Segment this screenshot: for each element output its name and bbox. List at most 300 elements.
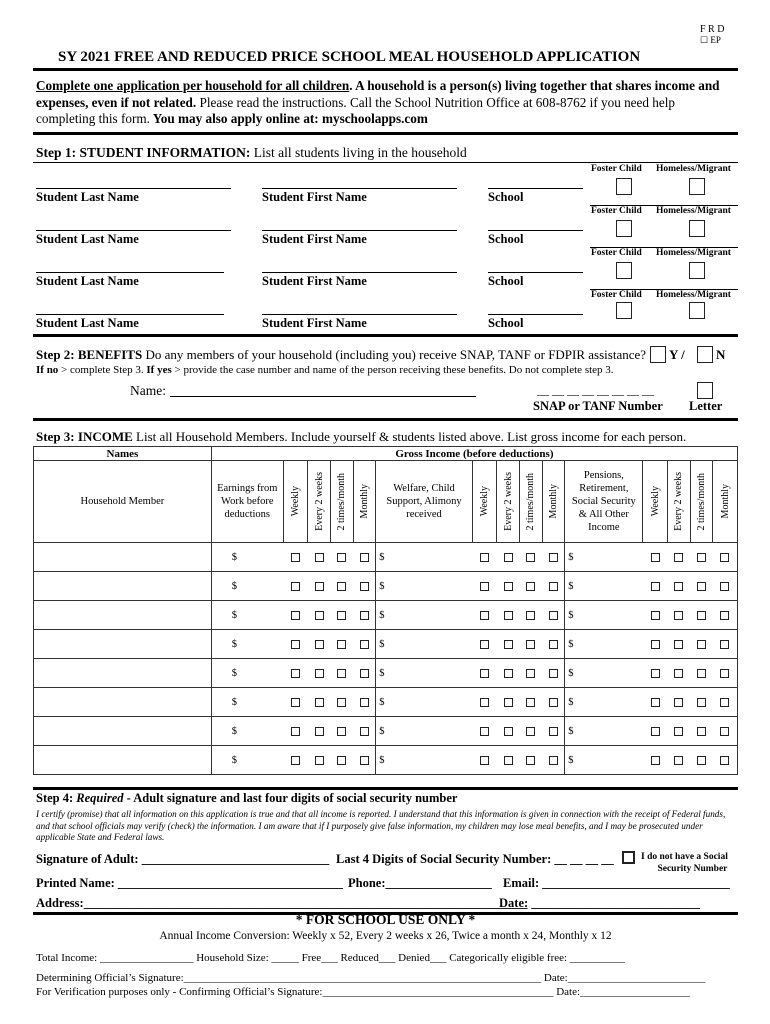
frequency-checkbox[interactable] — [697, 698, 706, 707]
earnings-freq-cell — [308, 572, 331, 601]
student-last-label: Student Last Name — [36, 190, 139, 204]
frequency-checkbox[interactable] — [651, 640, 660, 649]
pensions-freq-cell — [668, 543, 691, 572]
pensions-freq-cell — [713, 601, 738, 630]
pensions-freq-cell — [668, 659, 691, 688]
foster-label: Foster Child — [591, 248, 642, 258]
pensions-freq-cell — [690, 688, 713, 717]
frequency-checkbox[interactable] — [697, 727, 706, 736]
earnings-freq-cell — [353, 717, 376, 746]
step1-title: Step 1: STUDENT INFORMATION: — [36, 145, 251, 160]
student-last-field[interactable] — [36, 314, 224, 315]
frequency-checkbox[interactable] — [480, 553, 489, 562]
frequency-checkbox[interactable] — [674, 611, 683, 620]
welfare-freq-cell — [497, 601, 520, 630]
frequency-checkbox[interactable] — [651, 669, 660, 678]
school-label: School — [488, 232, 524, 246]
welfare-amount-cell[interactable]: $ — [376, 543, 473, 572]
income-row — [34, 572, 738, 601]
welfare-freq-cell — [497, 543, 520, 572]
welfare-amount-cell[interactable]: $ — [376, 659, 473, 688]
frequency-checkbox[interactable] — [720, 698, 729, 707]
frequency-checkbox[interactable] — [504, 611, 513, 620]
frequency-checkbox[interactable] — [291, 582, 300, 591]
household-member-cell[interactable] — [34, 688, 212, 717]
household-member-cell[interactable] — [34, 746, 212, 775]
income-row — [34, 717, 738, 746]
welfare-amount-cell[interactable]: $ — [376, 630, 473, 659]
earnings-freq-cell — [353, 746, 376, 775]
homeless-checkbox[interactable] — [689, 220, 705, 237]
welfare-amount-cell[interactable]: $ — [376, 688, 473, 717]
earnings-freq-cell — [308, 746, 331, 775]
earnings-freq-cell — [283, 630, 308, 659]
frequency-checkbox[interactable] — [697, 640, 706, 649]
income-row — [34, 601, 738, 630]
frequency-checkbox[interactable] — [504, 698, 513, 707]
frequency-checkbox[interactable] — [651, 698, 660, 707]
pensions-freq-cell — [643, 601, 668, 630]
intro-emphasis: Complete one application per household for all children — [36, 78, 350, 93]
frequency-checkbox[interactable] — [526, 611, 535, 620]
letter-checkbox[interactable] — [697, 382, 713, 399]
frequency-checkbox[interactable] — [651, 611, 660, 620]
earnings-freq-cell — [331, 746, 354, 775]
student-last-label: Student Last Name — [36, 274, 139, 288]
pensions-amount-cell[interactable]: $ — [565, 717, 643, 746]
pensions-freq-cell — [713, 630, 738, 659]
frequency-checkbox[interactable] — [315, 669, 324, 678]
frequency-checkbox[interactable] — [480, 698, 489, 707]
welfare-amount-cell[interactable]: $ — [376, 601, 473, 630]
pensions-amount-cell[interactable]: $ — [565, 659, 643, 688]
pensions-amount-cell[interactable]: $ — [565, 601, 643, 630]
frequency-checkbox[interactable] — [291, 553, 300, 562]
step1-bottom-rule — [33, 334, 738, 337]
frequency-checkbox[interactable] — [337, 582, 346, 591]
frequency-checkbox[interactable] — [720, 756, 729, 765]
frequency-checkbox[interactable] — [549, 669, 558, 678]
household-member-cell[interactable] — [34, 659, 212, 688]
title-rule — [33, 68, 738, 71]
school-field[interactable] — [488, 230, 583, 231]
frequency-checkbox[interactable] — [291, 611, 300, 620]
welfare-freq-cell — [520, 543, 543, 572]
earnings-amount-cell[interactable]: $ — [211, 659, 283, 688]
freq-every-2-weeks: Every 2 weeks — [502, 472, 514, 531]
no-ssn-label — [641, 851, 728, 875]
frequency-checkbox[interactable] — [337, 553, 346, 562]
frequency-checkbox[interactable] — [526, 582, 535, 591]
freq-weekly: Weekly — [290, 486, 302, 517]
welfare-amount-cell[interactable]: $ — [376, 717, 473, 746]
welfare-header: Welfare, Child Support, Alimony received — [376, 461, 473, 543]
income-row — [34, 543, 738, 572]
foster-checkbox[interactable] — [616, 262, 632, 279]
frequency-checkbox[interactable] — [337, 611, 346, 620]
phone-field[interactable]: Phone:_________________ — [348, 876, 492, 890]
household-member-cell[interactable] — [34, 630, 212, 659]
welfare-freq-cell — [497, 659, 520, 688]
welfare-freq-cell — [542, 746, 565, 775]
frequency-checkbox[interactable] — [697, 582, 706, 591]
pensions-amount-cell[interactable]: $ — [565, 572, 643, 601]
frequency-checkbox[interactable] — [674, 756, 683, 765]
frequency-checkbox[interactable] — [720, 669, 729, 678]
step4-title: Step 4: — [36, 791, 77, 805]
earnings-freq-cell — [331, 717, 354, 746]
earnings-freq-cell — [283, 717, 308, 746]
income-table — [33, 446, 738, 775]
household-member-cell[interactable] — [34, 572, 212, 601]
welfare-freq-cell — [497, 572, 520, 601]
pensions-freq-cell — [643, 659, 668, 688]
pensions-freq-cell — [668, 630, 691, 659]
income-header-row-2 — [34, 461, 738, 543]
welfare-freq-cell — [520, 717, 543, 746]
frequency-checkbox[interactable] — [360, 756, 369, 765]
student-first-label: Student First Name — [262, 316, 367, 330]
pensions-freq-cell — [668, 601, 691, 630]
intro-rule — [33, 132, 738, 135]
intro-text — [36, 78, 736, 128]
frequency-checkbox[interactable] — [720, 640, 729, 649]
benefits-name-label: Name: — [130, 383, 166, 398]
earnings-freq-cell — [353, 543, 376, 572]
earnings-freq-cell — [308, 659, 331, 688]
student-first-label: Student First Name — [262, 274, 367, 288]
frequency-checkbox[interactable] — [697, 756, 706, 765]
pensions-amount-cell[interactable]: $ — [565, 688, 643, 717]
freq-monthly: Monthly — [358, 484, 370, 519]
earnings-freq-cell — [283, 543, 308, 572]
foster-checkbox[interactable] — [616, 220, 632, 237]
earnings-freq-cell — [331, 572, 354, 601]
frequency-checkbox[interactable] — [674, 553, 683, 562]
frequency-checkbox[interactable] — [504, 640, 513, 649]
frequency-checkbox[interactable] — [315, 582, 324, 591]
frequency-checkbox[interactable] — [697, 553, 706, 562]
office-code-line1: F R D — [700, 24, 725, 35]
freq-every-2-weeks: Every 2 weeks — [313, 472, 325, 531]
frequency-checkbox[interactable] — [549, 640, 558, 649]
earnings-freq-cell — [283, 746, 308, 775]
frequency-checkbox[interactable] — [526, 640, 535, 649]
earnings-freq-cell — [353, 688, 376, 717]
pensions-freq-cell — [690, 659, 713, 688]
earnings-amount-cell[interactable]: $ — [211, 746, 283, 775]
welfare-freq-cell — [542, 630, 565, 659]
if-yes-text: > provide the case number and name of the person receiving these benefits. Do not complete step 3. — [171, 364, 614, 376]
frequency-checkbox[interactable] — [697, 611, 706, 620]
welfare-freq-cell — [542, 688, 565, 717]
frequency-checkbox[interactable] — [291, 669, 300, 678]
frequency-checkbox[interactable] — [526, 553, 535, 562]
student-last-field[interactable] — [36, 230, 231, 231]
frequency-checkbox[interactable] — [315, 698, 324, 707]
frequency-checkbox[interactable] — [720, 582, 729, 591]
if-no-label: If no — [36, 364, 59, 376]
frequency-checkbox[interactable] — [337, 756, 346, 765]
welfare-amount-cell[interactable]: $ — [376, 572, 473, 601]
pensions-freq-cell — [713, 717, 738, 746]
foster-checkbox[interactable] — [616, 178, 632, 195]
frequency-checkbox[interactable] — [674, 582, 683, 591]
address-field[interactable]: Address:_______________________________________________________________________ — [36, 896, 528, 910]
welfare-freq-cell — [472, 659, 497, 688]
student-first-label: Student First Name — [262, 232, 367, 246]
foster-label: Foster Child — [591, 290, 642, 300]
freq-weekly: Weekly — [649, 486, 661, 517]
earnings-freq-cell — [331, 543, 354, 572]
pensions-freq-cell — [690, 746, 713, 775]
frequency-checkbox[interactable] — [337, 640, 346, 649]
frequency-checkbox[interactable] — [291, 727, 300, 736]
frequency-checkbox[interactable] — [291, 698, 300, 707]
frequency-checkbox[interactable] — [480, 611, 489, 620]
pensions-freq-cell — [643, 746, 668, 775]
welfare-freq-cell — [497, 630, 520, 659]
earnings-freq-cell — [283, 659, 308, 688]
homeless-label: Homeless/Migrant — [656, 290, 731, 300]
welfare-freq-cell — [542, 601, 565, 630]
frequency-checkbox[interactable] — [674, 640, 683, 649]
pensions-freq-cell — [713, 543, 738, 572]
office-code-line2: ☐ EP — [700, 35, 721, 45]
household-member-cell[interactable] — [34, 601, 212, 630]
frequency-checkbox[interactable] — [549, 756, 558, 765]
ssn-field[interactable]: Last 4 Digits of Social Security Number: __ __ __ __ — [336, 852, 614, 866]
frequency-checkbox[interactable] — [651, 582, 660, 591]
student-first-field[interactable] — [262, 188, 457, 189]
date-field[interactable]: Date: ___________________________ — [499, 896, 701, 910]
homeless-checkbox[interactable] — [689, 178, 705, 195]
earnings-freq-cell — [331, 601, 354, 630]
frequency-checkbox[interactable] — [549, 553, 558, 562]
freq-monthly: Monthly — [719, 484, 731, 519]
income-row — [34, 630, 738, 659]
frequency-checkbox[interactable] — [360, 698, 369, 707]
frequency-checkbox[interactable] — [526, 756, 535, 765]
step2-heading — [36, 347, 646, 363]
step3-title: Step 3: INCOME — [36, 429, 133, 444]
school-label: School — [488, 190, 524, 204]
if-no-text: > complete Step 3. — [58, 364, 147, 376]
earnings-amount-cell[interactable]: $ — [211, 543, 283, 572]
frequency-checkbox[interactable] — [360, 582, 369, 591]
step4-required: Required — [76, 791, 124, 805]
household-member-cell[interactable] — [34, 717, 212, 746]
pensions-amount-cell[interactable]: $ — [565, 543, 643, 572]
earnings-amount-cell[interactable]: $ — [211, 601, 283, 630]
welfare-freq-cell — [472, 746, 497, 775]
freq-every-2-weeks: Every 2 weeks — [673, 472, 685, 531]
student-last-field[interactable] — [36, 188, 231, 189]
income-row — [34, 746, 738, 775]
frequency-checkbox[interactable] — [504, 582, 513, 591]
pensions-freq-cell — [690, 572, 713, 601]
pensions-freq-cell — [713, 688, 738, 717]
frequency-checkbox[interactable] — [315, 727, 324, 736]
student-last-field[interactable] — [36, 272, 224, 273]
school-field[interactable] — [488, 188, 583, 189]
frequency-checkbox[interactable] — [526, 698, 535, 707]
frequency-checkbox[interactable] — [337, 698, 346, 707]
earnings-amount-cell[interactable]: $ — [211, 688, 283, 717]
frequency-checkbox[interactable] — [291, 756, 300, 765]
benefits-no-checkbox[interactable] — [697, 346, 713, 363]
frequency-checkbox[interactable] — [504, 669, 513, 678]
frequency-checkbox[interactable] — [720, 553, 729, 562]
welfare-freq-cell — [472, 688, 497, 717]
frequency-checkbox[interactable] — [315, 553, 324, 562]
pensions-freq-cell — [690, 630, 713, 659]
frequency-checkbox[interactable] — [549, 611, 558, 620]
welfare-freq-cell — [520, 659, 543, 688]
case-number-field[interactable]: __ __ __ __ __ __ __ __ — [537, 383, 654, 397]
homeless-checkbox[interactable] — [689, 302, 705, 319]
income-row — [34, 688, 738, 717]
student-last-label: Student Last Name — [36, 316, 139, 330]
student-first-field[interactable] — [262, 272, 457, 273]
school-field[interactable] — [488, 272, 583, 273]
income-row — [34, 659, 738, 688]
frequency-checkbox[interactable] — [360, 611, 369, 620]
earnings-freq-cell — [308, 601, 331, 630]
certification-text: I certify (promise) that all information on this application is true and that all income is reported. I understand that this information is given in connection with the receipt of Federal funds, and that school officials may verify (check) the information. I am aware that if I purposely give false information, my children may lose meal benefits, and I may be prosecuted under applicable State and Federal laws. — [36, 809, 726, 842]
no-ssn-label-line2: Security Number — [657, 864, 728, 874]
gross-income-header: Gross Income (before deductions) — [211, 447, 737, 461]
printed-name-field[interactable]: Printed Name: ____________________________________ — [36, 876, 343, 890]
student-first-field[interactable] — [262, 314, 457, 315]
earnings-amount-cell[interactable]: $ — [211, 717, 283, 746]
freq-2-times-month: 2 times/month — [695, 472, 707, 531]
frequency-checkbox[interactable] — [480, 669, 489, 678]
frequency-checkbox[interactable] — [480, 727, 489, 736]
pensions-freq-cell — [643, 543, 668, 572]
earnings-amount-cell[interactable]: $ — [211, 572, 283, 601]
welfare-freq-cell — [520, 746, 543, 775]
step4-subtitle: - Adult signature and last four digits of social security number — [123, 791, 458, 805]
frequency-checkbox[interactable] — [315, 611, 324, 620]
step2-bottom-rule — [33, 418, 738, 421]
earnings-freq-cell — [308, 543, 331, 572]
welfare-amount-cell[interactable]: $ — [376, 746, 473, 775]
earnings-freq-cell — [331, 688, 354, 717]
frequency-checkbox[interactable] — [651, 756, 660, 765]
welfare-freq-cell — [472, 601, 497, 630]
signature-field[interactable]: Signature of Adult: ______________________________ — [36, 852, 330, 866]
frequency-checkbox[interactable] — [651, 553, 660, 562]
pensions-freq-cell — [690, 601, 713, 630]
frequency-checkbox[interactable] — [315, 640, 324, 649]
frequency-checkbox[interactable] — [480, 756, 489, 765]
frequency-checkbox[interactable] — [504, 756, 513, 765]
school-field[interactable] — [488, 314, 583, 315]
student-first-field[interactable] — [262, 230, 457, 231]
determining-signature: Determining Official’s Signature:_________________________________________________________________ Date:_________________________ — [36, 972, 706, 984]
frequency-checkbox[interactable] — [315, 756, 324, 765]
step1-heading — [36, 145, 467, 161]
homeless-checkbox[interactable] — [689, 262, 705, 279]
step2-title: Step 2: BENEFITS — [36, 347, 143, 362]
earnings-freq-cell — [353, 601, 376, 630]
household-member-cell[interactable] — [34, 543, 212, 572]
earnings-freq-cell — [283, 601, 308, 630]
earnings-freq-cell — [331, 659, 354, 688]
earnings-freq-cell — [283, 572, 308, 601]
frequency-checkbox[interactable] — [337, 727, 346, 736]
benefits-name-field[interactable] — [170, 396, 476, 397]
pensions-amount-cell[interactable]: $ — [565, 630, 643, 659]
frequency-checkbox[interactable] — [526, 727, 535, 736]
frequency-checkbox[interactable] — [360, 553, 369, 562]
pensions-freq-cell — [643, 688, 668, 717]
benefits-yes-label: Y / — [669, 347, 685, 362]
frequency-checkbox[interactable] — [651, 727, 660, 736]
frequency-checkbox[interactable] — [697, 669, 706, 678]
welfare-freq-cell — [497, 746, 520, 775]
frequency-checkbox[interactable] — [291, 640, 300, 649]
step2-instructions — [36, 364, 614, 376]
frequency-checkbox[interactable] — [480, 582, 489, 591]
frequency-checkbox[interactable] — [549, 727, 558, 736]
frequency-checkbox[interactable] — [504, 553, 513, 562]
earnings-amount-cell[interactable]: $ — [211, 630, 283, 659]
household-member-header: Household Member — [34, 461, 212, 543]
frequency-checkbox[interactable] — [720, 727, 729, 736]
welfare-freq-cell — [472, 717, 497, 746]
welfare-freq-cell — [542, 717, 565, 746]
earnings-freq-cell — [308, 688, 331, 717]
welfare-freq-cell — [520, 688, 543, 717]
verification-signature: For Verification purposes only - Confirming Official’s Signature:__________________________________________ Date:____________________ — [36, 986, 691, 998]
step4-heading — [36, 791, 457, 806]
benefits-yes-checkbox[interactable] — [650, 346, 666, 363]
frequency-checkbox[interactable] — [720, 611, 729, 620]
income-conversion: Annual Income Conversion: Weekly x 52, Every 2 weeks x 26, Twice a month x 24, Monthly x 12 — [159, 930, 612, 942]
frequency-checkbox[interactable] — [360, 727, 369, 736]
no-ssn-checkbox[interactable] — [622, 851, 635, 864]
earnings-freq-cell — [353, 630, 376, 659]
frequency-checkbox[interactable] — [549, 582, 558, 591]
welfare-freq-cell — [542, 543, 565, 572]
step1-rule — [33, 162, 738, 163]
pensions-header: Pensions, Retirement, Social Security & All Other Income — [565, 461, 643, 543]
frequency-checkbox[interactable] — [504, 727, 513, 736]
frequency-checkbox[interactable] — [526, 669, 535, 678]
pensions-freq-cell — [690, 543, 713, 572]
foster-label: Foster Child — [591, 206, 642, 216]
frequency-checkbox[interactable] — [674, 698, 683, 707]
welfare-freq-cell — [497, 688, 520, 717]
frequency-checkbox[interactable] — [360, 640, 369, 649]
frequency-checkbox[interactable] — [337, 669, 346, 678]
frequency-checkbox[interactable] — [360, 669, 369, 678]
pensions-freq-cell — [643, 572, 668, 601]
foster-checkbox[interactable] — [616, 302, 632, 319]
frequency-checkbox[interactable] — [549, 698, 558, 707]
welfare-freq-cell — [542, 659, 565, 688]
welfare-freq-cell — [472, 572, 497, 601]
frequency-checkbox[interactable] — [674, 727, 683, 736]
email-field[interactable]: Email: ______________________________ — [503, 876, 730, 890]
frequency-checkbox[interactable] — [480, 640, 489, 649]
pensions-amount-cell[interactable]: $ — [565, 746, 643, 775]
school-label: School — [488, 274, 524, 288]
frequency-checkbox[interactable] — [674, 669, 683, 678]
step2-question: Do any members of your household (including you) receive SNAP, TANF or FDPIR assistance? — [142, 347, 647, 362]
